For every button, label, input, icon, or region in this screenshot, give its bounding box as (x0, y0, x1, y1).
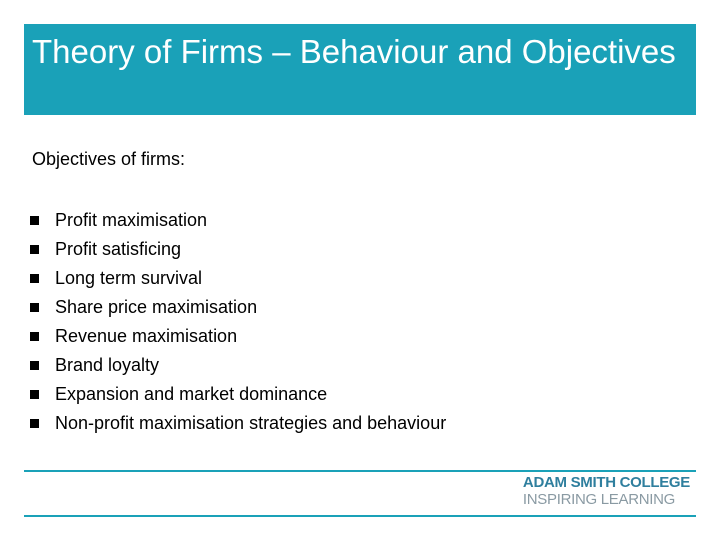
list-item-text: Profit satisficing (55, 239, 182, 259)
square-bullet-icon (30, 245, 39, 254)
list-item (30, 293, 446, 322)
square-bullet-icon (30, 216, 39, 225)
list-item (30, 380, 446, 409)
logo-name: ADAM SMITH COLLEGE (522, 474, 690, 491)
title-bar (24, 24, 696, 115)
list-item (30, 206, 446, 235)
objectives-list (30, 206, 446, 438)
square-bullet-icon (30, 303, 39, 312)
list-item (30, 409, 446, 438)
list-item-text: Non-profit maximisation strategies and behaviour (55, 413, 447, 433)
list-item-text: Long term survival (55, 268, 203, 288)
list-item-text: Revenue maximisation (55, 326, 238, 346)
square-bullet-icon (30, 419, 39, 428)
college-logo (523, 474, 690, 508)
square-bullet-icon (30, 390, 39, 399)
list-item (30, 264, 446, 293)
square-bullet-icon (30, 361, 39, 370)
square-bullet-icon (30, 274, 39, 283)
list-item-text: Profit maximisation (55, 210, 208, 230)
slide-title: Theory of Firms – Behaviour and Objectives (32, 33, 676, 70)
list-item (30, 235, 446, 264)
list-item-text: Brand loyalty (55, 355, 160, 375)
list-item-text: Expansion and market dominance (55, 384, 328, 404)
intro-text: Objectives of firms: (32, 149, 186, 169)
square-bullet-icon (30, 332, 39, 341)
footer-divider-bottom (24, 515, 696, 517)
list-item (30, 351, 446, 380)
logo-tagline: INSPIRING LEARNING (522, 491, 676, 508)
list-item (30, 322, 446, 351)
footer-divider-top (24, 470, 696, 472)
list-item-text: Share price maximisation (55, 297, 258, 317)
